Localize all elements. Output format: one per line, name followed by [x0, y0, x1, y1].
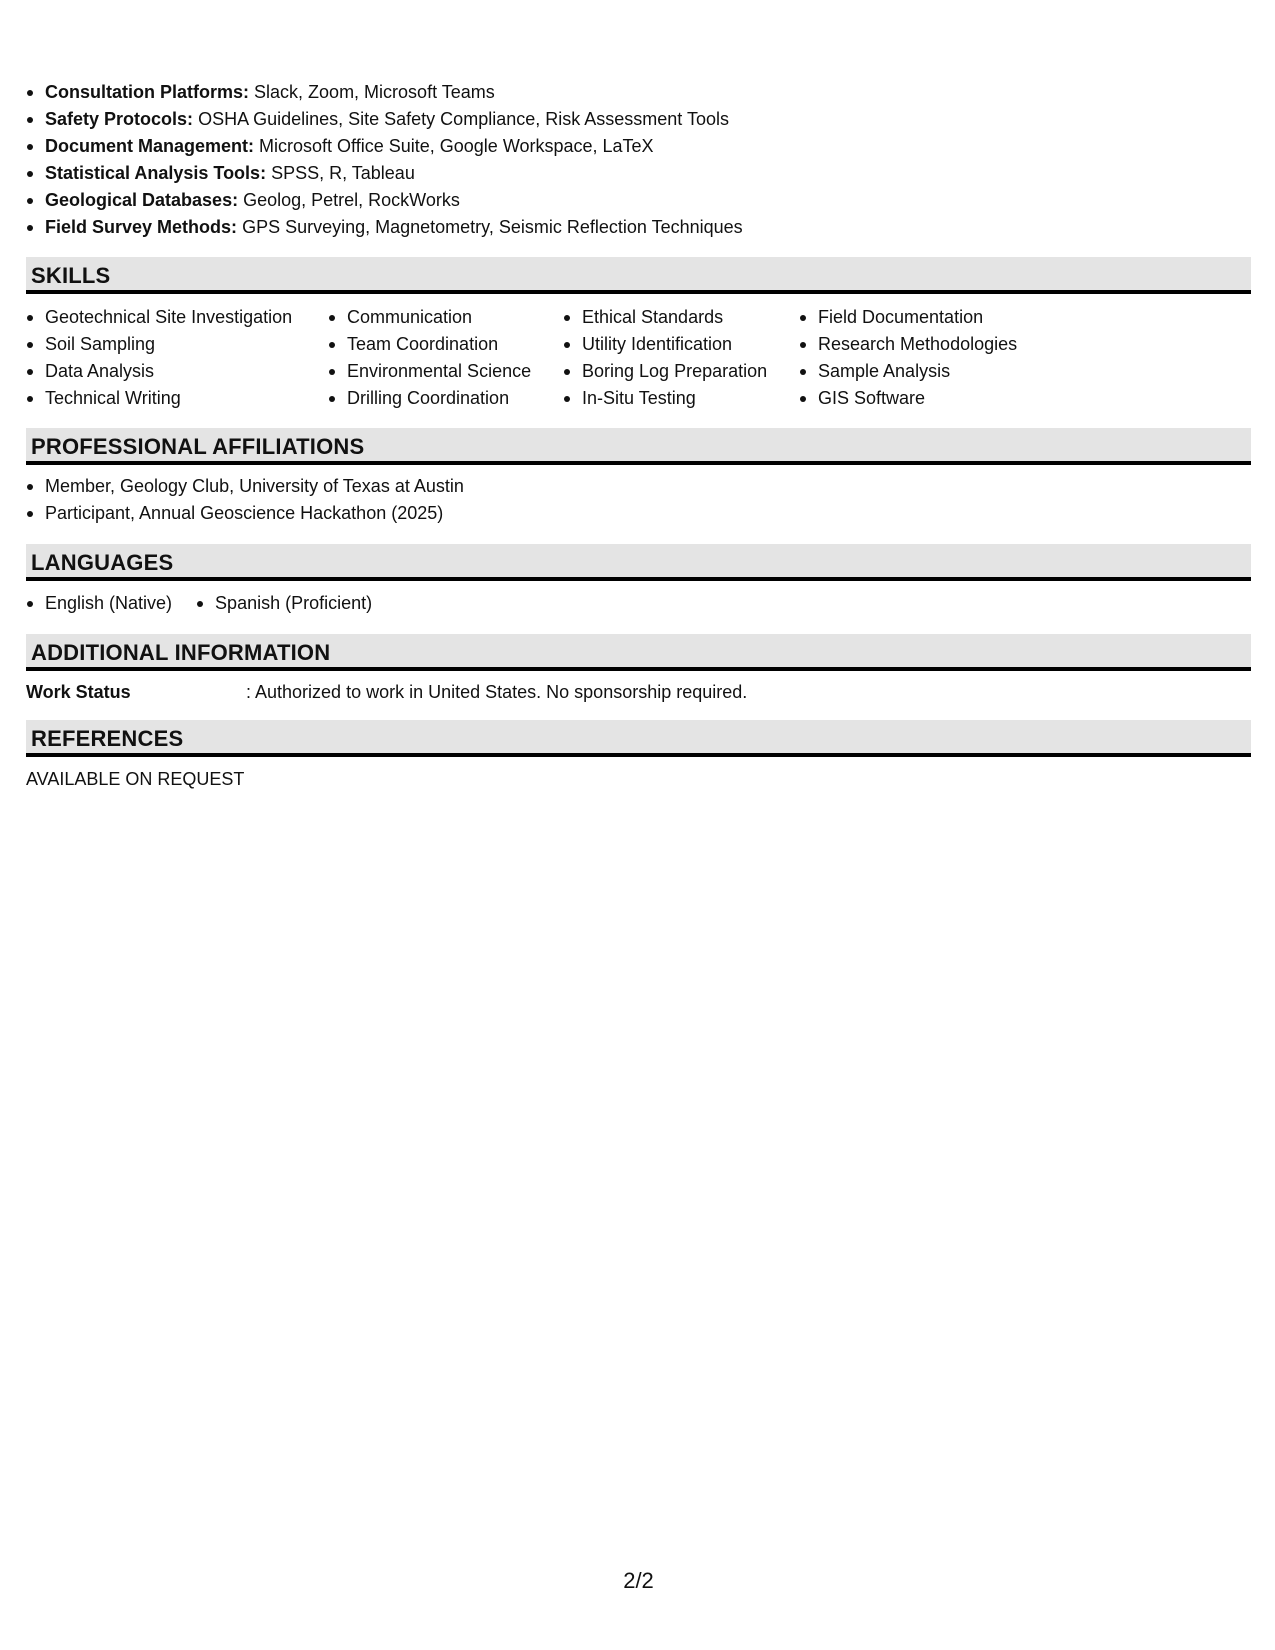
section-header-languages: [26, 544, 1251, 581]
tools-item-statistical-analysis-tools: [26, 160, 743, 187]
skill-item: Sample Analysis: [799, 358, 1049, 385]
section-header-references: [26, 720, 1251, 757]
tools-item-field-survey-methods: [26, 214, 743, 241]
skill-item: GIS Software: [799, 385, 1049, 412]
skill-item: Communication: [328, 304, 563, 331]
skill-item: Research Methodologies: [799, 331, 1049, 358]
languages-list: [26, 590, 396, 617]
skills-column: [799, 304, 1049, 412]
skills-column: [563, 304, 799, 412]
skill-item: Geotechnical Site Investigation: [26, 304, 328, 331]
skill-item: Technical Writing: [26, 385, 328, 412]
section-title: ADDITIONAL INFORMATION: [31, 640, 331, 665]
skill-item: Drilling Coordination: [328, 385, 563, 412]
skill-item: In-Situ Testing: [563, 385, 799, 412]
section-title: SKILLS: [31, 263, 111, 288]
work-status-value: : Authorized to work in United States. No sponsorship required.: [246, 682, 748, 702]
section-title: REFERENCES: [31, 726, 184, 751]
section-header-skills: [26, 257, 1251, 294]
skill-item: Ethical Standards: [563, 304, 799, 331]
tools-item-value: SPSS, R, Tableau: [271, 163, 415, 183]
tools-list: [26, 79, 743, 241]
affiliations-list: [26, 473, 464, 527]
tools-item-label: Field Survey Methods:: [45, 217, 238, 237]
work-status-label: Work Status: [26, 682, 131, 702]
tools-item-label: Safety Protocols:: [45, 109, 194, 129]
skill-item: Data Analysis: [26, 358, 328, 385]
page-number: 2/2: [623, 1568, 654, 1593]
skills-column: [26, 304, 328, 412]
skill-item: Boring Log Preparation: [563, 358, 799, 385]
tools-item-geological-databases: [26, 187, 743, 214]
skill-item: Field Documentation: [799, 304, 1049, 331]
tools-item-value: Slack, Zoom, Microsoft Teams: [254, 82, 495, 102]
tools-item-value: Microsoft Office Suite, Google Workspace, LaTeX: [259, 136, 654, 156]
skills-column: [328, 304, 563, 412]
tools-item-safety-protocols: [26, 106, 743, 133]
skill-item: Soil Sampling: [26, 331, 328, 358]
tools-item-label: Statistical Analysis Tools:: [45, 163, 267, 183]
tools-item-value: OSHA Guidelines, Site Safety Compliance, Risk Assessment Tools: [198, 109, 729, 129]
work-status-row: [26, 679, 747, 706]
affiliation-item: Member, Geology Club, University of Texas at Austin: [26, 473, 464, 500]
references-text: AVAILABLE ON REQUEST: [26, 769, 245, 789]
section-title: PROFESSIONAL AFFILIATIONS: [31, 434, 365, 459]
tools-item-document-management: [26, 133, 743, 160]
tools-item-value: Geolog, Petrel, RockWorks: [243, 190, 460, 210]
tools-item-label: Geological Databases:: [45, 190, 239, 210]
tools-item-label: Consultation Platforms:: [45, 82, 250, 102]
skill-item: Utility Identification: [563, 331, 799, 358]
language-item: Spanish (Proficient): [196, 590, 372, 617]
section-title: LANGUAGES: [31, 550, 174, 575]
tools-item-consultation-platforms: [26, 79, 743, 106]
skill-item: Team Coordination: [328, 331, 563, 358]
language-item: English (Native): [26, 590, 172, 617]
skill-item: Environmental Science: [328, 358, 563, 385]
affiliation-item: Participant, Annual Geoscience Hackathon (2025): [26, 500, 464, 527]
section-header-professional-affiliations: [26, 428, 1251, 465]
skills-grid: [26, 304, 1049, 412]
tools-item-value: GPS Surveying, Magnetometry, Seismic Reflection Techniques: [242, 217, 743, 237]
tools-item-label: Document Management:: [45, 136, 255, 156]
section-header-additional-information: [26, 634, 1251, 671]
